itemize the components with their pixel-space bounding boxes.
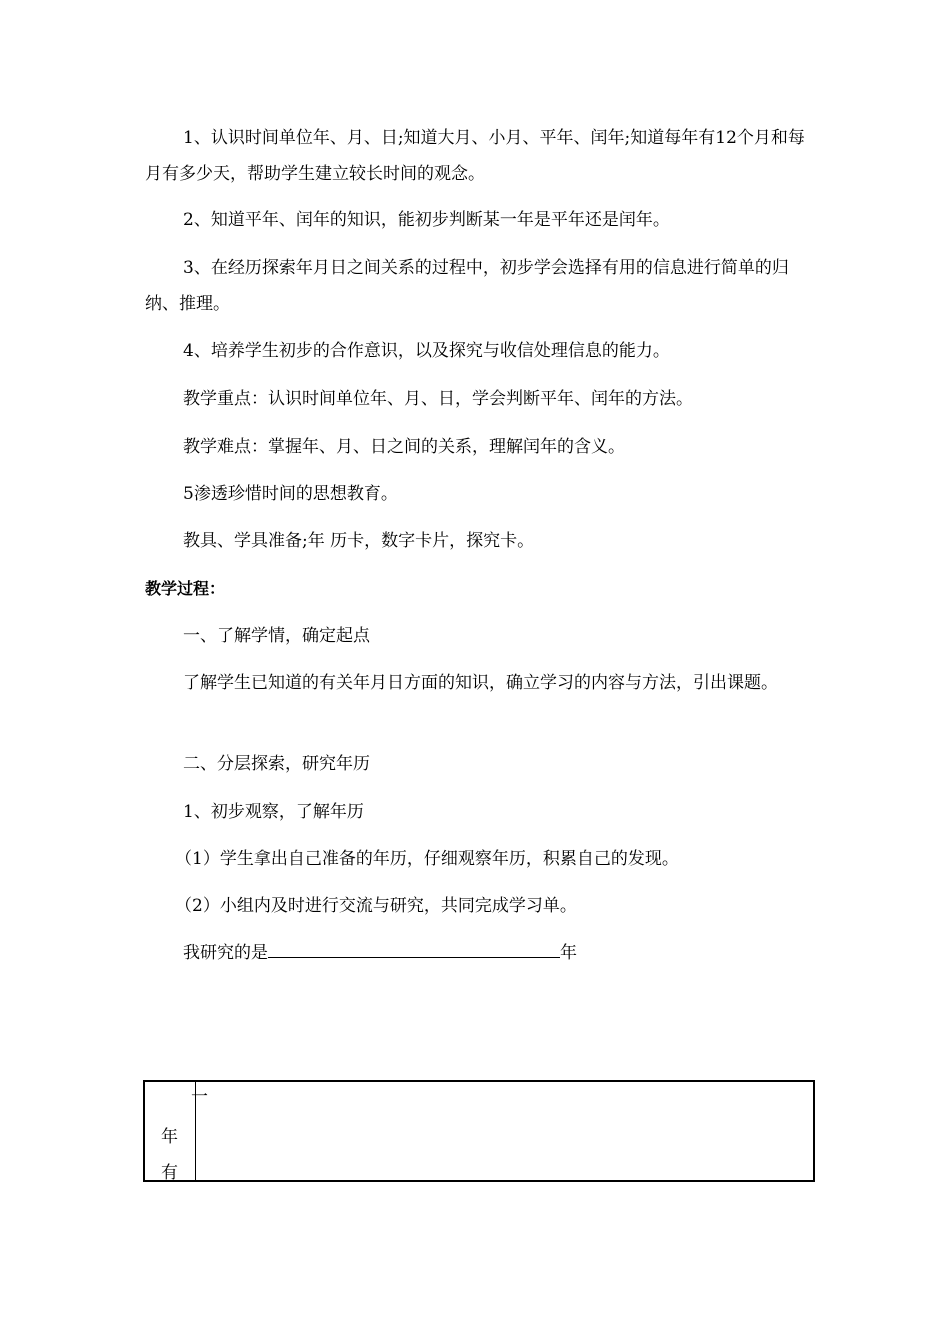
section1-title: 一、了解学情，确定起点 — [183, 626, 370, 646]
step1-title: 1、初步观察，了解年历 — [183, 802, 364, 822]
objective-4: 4、培养学生初步的合作意识，以及探究与收信处理信息的能力。 — [183, 341, 670, 361]
objective-3: 3、在经历探索年月日之间关系的过程中，初步学会选择有用的信息进行简单的归纳、推理。 — [145, 258, 789, 314]
objective-1: 1、认识时间单位年、月、日;知道大月、小月、平年、闰年;知道每年有12个月和每月有多少天，帮助学生建立较长时间的观念。 — [145, 128, 805, 184]
worksheet-blank[interactable] — [268, 939, 560, 958]
section2-title: 二、分层探索，研究年历 — [183, 754, 370, 774]
step1-b: （2）小组内及时进行交流与研究，共同完成学习单。 — [175, 896, 577, 916]
worksheet-suffix: 年 — [560, 943, 577, 963]
table-char-3: 有 — [161, 1163, 178, 1183]
worksheet-line — [145, 935, 810, 971]
worksheet-prefix: 我研究的是 — [183, 943, 268, 963]
difficulty: 教学难点：掌握年、月、日之间的关系，理解闰年的含义。 — [183, 437, 625, 457]
section1-body: 了解学生已知道的有关年月日方面的知识，确立学习的内容与方法，引出课题。 — [183, 673, 778, 693]
key-point: 教学重点：认识时间单位年、月、日，学会判断平年、闰年的方法。 — [183, 389, 693, 409]
objective-2: 2、知道平年、闰年的知识，能初步判断某一年是平年还是闰年。 — [183, 210, 670, 230]
objective-5: 5渗透珍惜时间的思想教育。 — [183, 484, 398, 504]
step1-a: （1）学生拿出自己准备的年历，仔细观察年历，积累自己的发现。 — [175, 849, 679, 869]
worksheet-table — [143, 1080, 815, 1182]
process-heading: 教学过程： — [145, 579, 226, 598]
table-char-1: 一 — [191, 1087, 208, 1107]
table-char-2: 年 — [161, 1127, 178, 1147]
materials: 教具、学具准备;年 历卡，数字卡片，探究卡。 — [183, 531, 535, 551]
